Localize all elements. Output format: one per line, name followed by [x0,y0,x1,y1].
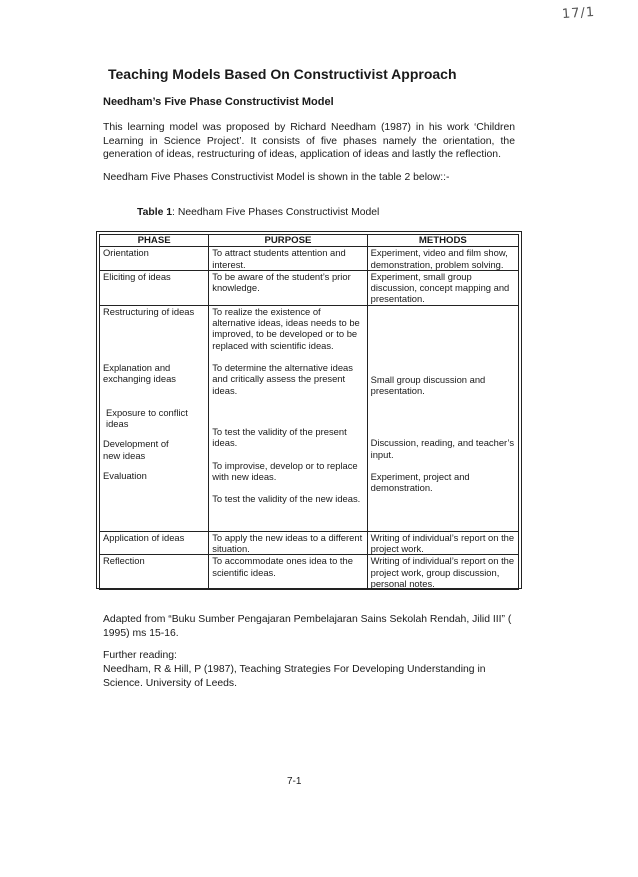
further-reading-reference: Needham, R & Hill, P (1987), Teaching Strategies For Developing Understanding in Science. University of Leeds. [103,664,486,689]
purpose-segment: To improvise, develop or to replace with new ideas. [212,459,358,482]
table-caption [137,207,379,218]
purpose-cell [209,305,367,531]
methods-cell: Writing of individual’s report on the project work. [367,531,518,555]
purpose-cell: To be aware of the student’s prior knowledge. [209,270,367,305]
phase-table [99,234,519,590]
phase-segment: Explanation and exchanging ideas [103,362,176,385]
header-purpose: PURPOSE [209,235,367,247]
further-reading-label: Further reading: [103,650,177,661]
intro-paragraph: This learning model was proposed by Richard Needham (1987) in his work ‘Children Learning in Science Project’. It consists of five phases namely the orientation, the generation of ideas, restructuring of ideas, application of ideas and lastly the reflection. [103,122,515,160]
phase-cell: Orientation [100,247,209,271]
phase-cell: Application of ideas [100,531,209,555]
phase-cell [100,305,209,531]
table-row [100,270,519,305]
purpose-segment: To determine the alternative ideas and critically assess the present ideas. [212,362,353,396]
header-methods: METHODS [367,235,518,247]
methods-segment: Experiment, project and demonstration. [370,471,470,494]
purpose-cell: To apply the new ideas to a different situation. [209,531,367,555]
purpose-cell: To attract students attention and interest. [209,247,367,271]
phase-segment: Development of new ideas [103,438,169,461]
table-row [100,555,519,590]
phase-table-frame [96,231,522,589]
page-title: Teaching Models Based On Constructivist Approach [108,66,457,82]
methods-cell [367,305,518,531]
page-number: 7-1 [287,776,302,787]
methods-cell: Writing of individual’s report on the project work, group discussion, personal notes. [367,555,518,590]
table-row [100,305,519,531]
table-caption-label: Table 1 [137,207,173,218]
phase-cell: Reflection [100,555,209,590]
phase-segment: Restructuring of ideas [103,305,195,317]
phase-segment: Exposure to conflict ideas [106,406,188,430]
source-note: Adapted from “Buku Sumber Pengajaran Pembelajaran Sains Sekolah Rendah, Jilid III” ( 1995) ms 15-16. [103,614,512,639]
purpose-segment: To test the validity of the new ideas. [212,493,361,505]
methods-segment: Discussion, reading, and teacher’s input. [370,437,515,460]
section-heading: Needham’s Five Phase Constructivist Model [103,96,334,108]
methods-cell: Experiment, small group discussion, concept mapping and presentation. [367,270,518,305]
methods-segment: Small group discussion and presentation. [370,373,486,397]
purpose-segment: To realize the existence of alternative ideas, ideas needs to be improved, to be developed or to be replaced with scientific ideas. [212,305,360,351]
phase-segment: Evaluation [103,469,147,481]
table-caption-text: : Needham Five Phases Constructivist Model [172,207,380,218]
table-header-row [100,235,519,247]
methods-cell: Experiment, video and film show, demonstration, problem solving. [367,247,518,271]
table-row [100,531,519,555]
table-row [100,247,519,271]
phase-cell: Eliciting of ideas [100,270,209,305]
purpose-segment: To test the validity of the present ideas. [212,425,347,449]
handwritten-page-mark: 17/1 [561,4,596,23]
purpose-cell: To accommodate ones idea to the scientific ideas. [209,555,367,590]
header-phase: PHASE [100,235,209,247]
table-intro-paragraph: Needham Five Phases Constructivist Model is shown in the table 2 below::- [103,172,450,183]
